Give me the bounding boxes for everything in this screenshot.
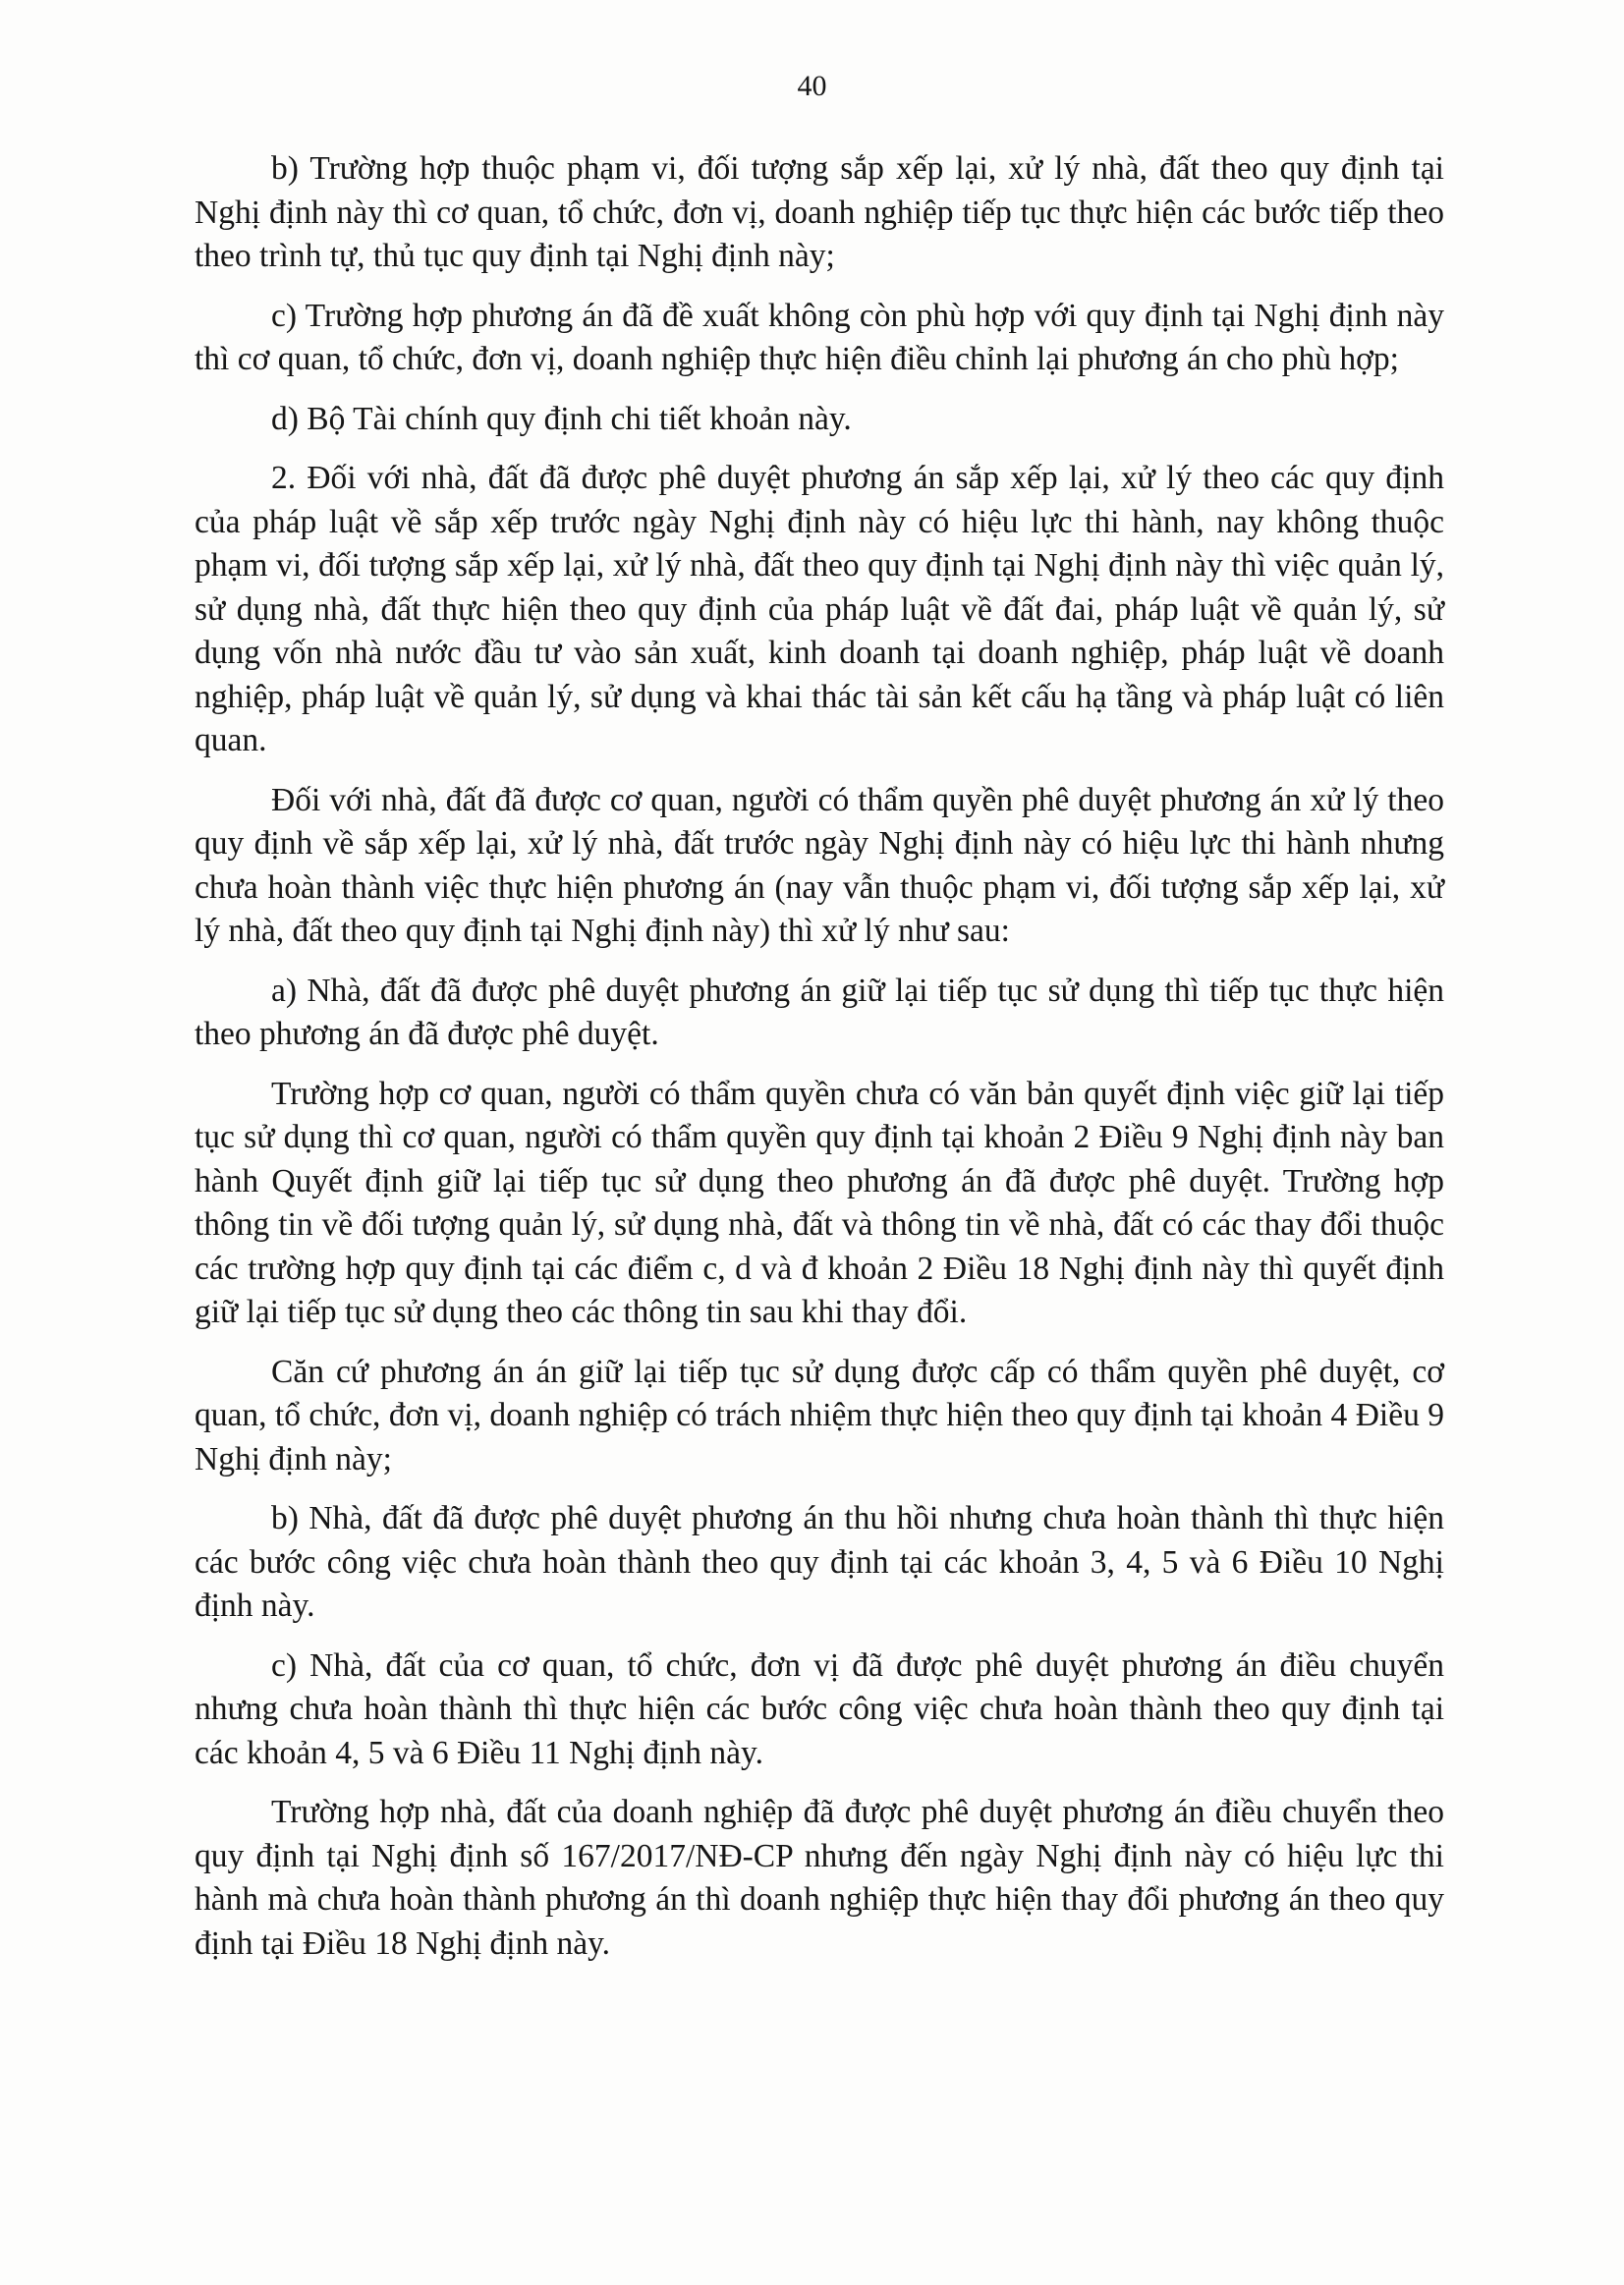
paragraph-point-c: c) Trường hợp phương án đã đề xuất không còn phù hợp với quy định tại Nghị định này thì cơ quan, tổ chức, đơn vị, doanh nghiệp thực hiện điều chỉnh lại phương án cho phù hợp; [195, 297, 1444, 377]
page-number: 40 [797, 70, 827, 102]
paragraph-point-d: d) Bộ Tài chính quy định chi tiết khoản này. [271, 400, 852, 437]
paragraph-enterprise-transfer: Trường hợp nhà, đất của doanh nghiệp đã được phê duyệt phương án điều chuyển theo quy định tại Nghị định số 167/2017/NĐ-CP nhưng đến ngày Nghị định này có hiệu lực thi hành mà chưa hoàn thành phương án thì doanh nghiệp thực hiện thay đổi phương án theo quy định tại Điều 18 Nghị định này. [195, 1794, 1444, 1962]
paragraph-retention-decision: Trường hợp cơ quan, người có thẩm quyền chưa có văn bản quyết định việc giữ lại tiếp tục sử dụng thì cơ quan, người có thẩm quyền quy định tại khoản 2 Điều 9 Nghị định này ban hành Quyết định giữ lại tiếp tục sử dụng theo phương án đã được phê duyệt. Trường hợp thông tin về đối tượng quản lý, sử dụng nhà, đất và thông tin về nhà, đất có các thay đổi thuộc các trường hợp quy định tại các điểm c, d và đ khoản 2 Điều 18 Nghị định này thì quyết định giữ lại tiếp tục sử dụng theo các thông tin sau khi thay đổi. [195, 1075, 1444, 1330]
paragraph-handling-b: b) Nhà, đất đã được phê duyệt phương án thu hồi nhưng chưa hoàn thành thì thực hiện các bước công việc chưa hoàn thành theo quy định tại các khoản 3, 4, 5 và 6 Điều 10 Nghị định này. [195, 1500, 1444, 1624]
paragraph-approved-handling: Đối với nhà, đất đã được cơ quan, người có thẩm quyền phê duyệt phương án xử lý theo quy định về sắp xếp lại, xử lý nhà, đất trước ngày Nghị định này có hiệu lực thi hành nhưng chưa hoàn thành việc thực hiện phương án (nay vẫn thuộc phạm vi, đối tượng sắp xếp lại, xử lý nhà, đất theo quy định tại Nghị định này) thì xử lý như sau: [195, 781, 1444, 949]
paragraph-handling-c: c) Nhà, đất của cơ quan, tổ chức, đơn vị đã được phê duyệt phương án điều chuyển nhưng chưa hoàn thành thì thực hiện các bước công việc chưa hoàn thành theo quy định tại các khoản 4, 5 và 6 Điều 11 Nghị định này. [195, 1646, 1444, 1771]
document-body [195, 147, 1444, 1981]
paragraph-point-b: b) Trường hợp thuộc phạm vi, đối tượng sắp xếp lại, xử lý nhà, đất theo quy định tại Nghị định này thì cơ quan, tổ chức, đơn vị, doanh nghiệp tiếp tục thực hiện các bước tiếp theo theo trình tự, thủ tục quy định tại Nghị định này; [195, 150, 1444, 274]
paragraph-clause-2: 2. Đối với nhà, đất đã được phê duyệt phương án sắp xếp lại, xử lý theo các quy định của pháp luật về sắp xếp trước ngày Nghị định này có hiệu lực thi hành, nay không thuộc phạm vi, đối tượng sắp xếp lại, xử lý nhà, đất theo quy định tại Nghị định này thì việc quản lý, sử dụng nhà, đất thực hiện theo quy định của pháp luật về đất đai, pháp luật về quản lý, sử dụng vốn nhà nước đầu tư vào sản xuất, kinh doanh tại doanh nghiệp, pháp luật về doanh nghiệp, pháp luật về quản lý, sử dụng và khai thác tài sản kết cấu hạ tầng và pháp luật có liên quan. [195, 460, 1444, 758]
paragraph-handling-a: a) Nhà, đất đã được phê duyệt phương án giữ lại tiếp tục sử dụng thì tiếp tục thực hiện theo phương án đã được phê duyệt. [195, 972, 1444, 1052]
paragraph-retention-basis: Căn cứ phương án án giữ lại tiếp tục sử dụng được cấp có thẩm quyền phê duyệt, cơ quan, tổ chức, đơn vị, doanh nghiệp có trách nhiệm thực hiện theo quy định tại khoản 4 Điều 9 Nghị định này; [195, 1353, 1444, 1477]
